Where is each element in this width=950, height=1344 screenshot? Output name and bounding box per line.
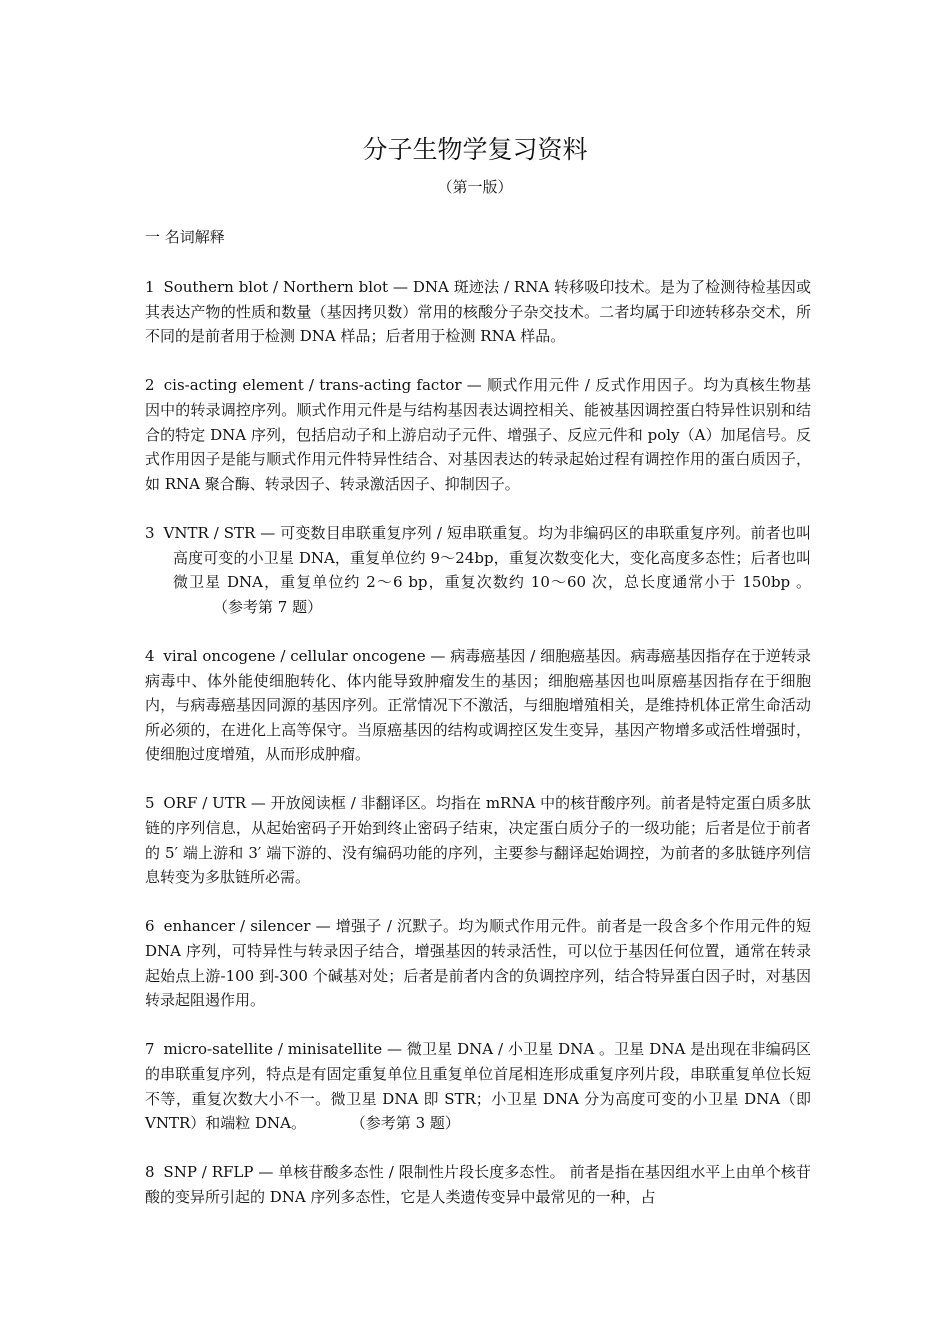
entry-text: cis-acting element / trans-acting factor — 顺式作用元件 / 反式作用因子。均为真核生物基因中的转录调控序列。顺式作用元件是与结构基因表达调控相关、能被基因调控蛋白特异性识别和结合的特定 DNA 序列，包括启动子和上游启动子元件、增强子、反应元件和 poly（A）加尾信号。反式作用因子是能与顺式作用元件特异性结合、对基因表达的转录起始过程有调控作用的蛋白质因子，如 RNA 聚合酶、转录因子、转录激活因子、抑制因子。 [145, 376, 811, 493]
entry-reference: （参考第 3 题） [350, 1114, 460, 1133]
entry-number: 1 [145, 278, 155, 296]
entry-text: micro-satellite / minisatellite — 微卫星 DNA / 小卫星 DNA 。卫星 DNA 是出现在非编码区的串联重复序列，特点是有固定重复单位且重复单位首尾相连形成重复序列片段，串联重复单位长短不等，重复次数大小不一。微卫星 DNA 即 STR；小卫星 DNA 分为高度可变的小卫星 DNA（即 VNTR）和端粒 DNA。 [145, 1040, 811, 1133]
entry-text: Southern blot / Northern blot — DNA 斑迹法 / RNA 转移吸印技术。是为了检测待检基因或其表达产物的性质和数量（基因拷贝数）常用的核酸分子杂交技术。二者均属于印迹转移杂交术，所不同的是前者用于检测 DNA 样品；后者用于检测 RNA 样品。 [145, 278, 811, 346]
glossary-entry [145, 1037, 811, 1135]
entry-number: 8 [145, 1163, 155, 1182]
glossary-entry [145, 914, 811, 1012]
glossary-entry [145, 275, 811, 349]
entry-number: 6 [145, 917, 155, 936]
entry-number: 3 [145, 523, 155, 542]
entry-number: 7 [145, 1040, 155, 1059]
entry-text: ORF / UTR — 开放阅读框 / 非翻译区。均指在 mRNA 中的核苷酸序列。前者是特定蛋白质多肽链的序列信息，从起始密码子开始到终止密码子结束，决定蛋白质分子的一级功能；后者是位于前者的 5′ 端上游和 3′ 端下游的、没有编码功能的序列，主要参与翻译起始调控，为前者的多肽链序列信息转变为多肽链所必需。 [145, 794, 811, 887]
entry-number: 2 [145, 376, 155, 395]
entry-number: 4 [145, 646, 155, 665]
entry-text: VNTR / STR — 可变数目串联重复序列 / 短串联重复。均为非编码区的串联重复序列。前者也叫高度可变的小卫星 DNA，重复单位约 9～24bp，重复次数变化大，变化高度多态性；后者也叫微卫星 DNA，重复单位约 2～6 bp，重复次数约 10～60 次，总长度通常小于 150bp 。 [163, 523, 811, 592]
entry-text: enhancer / silencer — 增强子 / 沉默子。均为顺式作用元件。前者是一段含多个作用元件的短 DNA 序列，可特异性与转录因子结合，增强基因的转录活性，可以位于基因任何位置，通常在转录起始点上游-100 到-300 个碱基对处；后者是前者内含的负调控序列，结合特异蛋白因子时，对基因转录起阻遏作用。 [145, 917, 811, 1010]
glossary-entry [145, 644, 811, 767]
document-title: 分子生物学复习资料 [362, 135, 588, 164]
glossary-entry [145, 1160, 811, 1209]
entry-text: viral oncogene / cellular oncogene — 病毒癌基因 / 细胞癌基因。病毒癌基因指存在于逆转录病毒中、体外能使细胞转化、体内能导致肿瘤发生的基因；细胞癌基因也叫原癌基因指存在于细胞内，与病毒癌基因同源的基因序列。正常情况下不激活，与细胞增殖相关，是维持机体正常生命活动所必须的，在进化上高等保守。当原癌基因的结构或调控区发生变异，基因产物增多或活性增强时，使细胞过度增殖，从而形成肿瘤。 [145, 646, 811, 764]
glossary-entry [145, 791, 811, 889]
entry-number: 5 [145, 794, 155, 813]
glossary-entry [145, 521, 811, 619]
entry-reference: （参考第 7 题） [213, 597, 323, 616]
document-subtitle: （第一版） [437, 178, 513, 196]
section-heading: 一 名词解释 [145, 228, 225, 246]
glossary-entry [145, 373, 811, 496]
glossary-entries [145, 275, 811, 1234]
entry-text: SNP / RFLP — 单核苷酸多态性 / 限制性片段长度多态性。 前者是指在基因组水平上由单个核苷酸的变异所引起的 DNA 序列多态性，它是人类遗传变异中最常见的一种，占 [145, 1163, 811, 1206]
